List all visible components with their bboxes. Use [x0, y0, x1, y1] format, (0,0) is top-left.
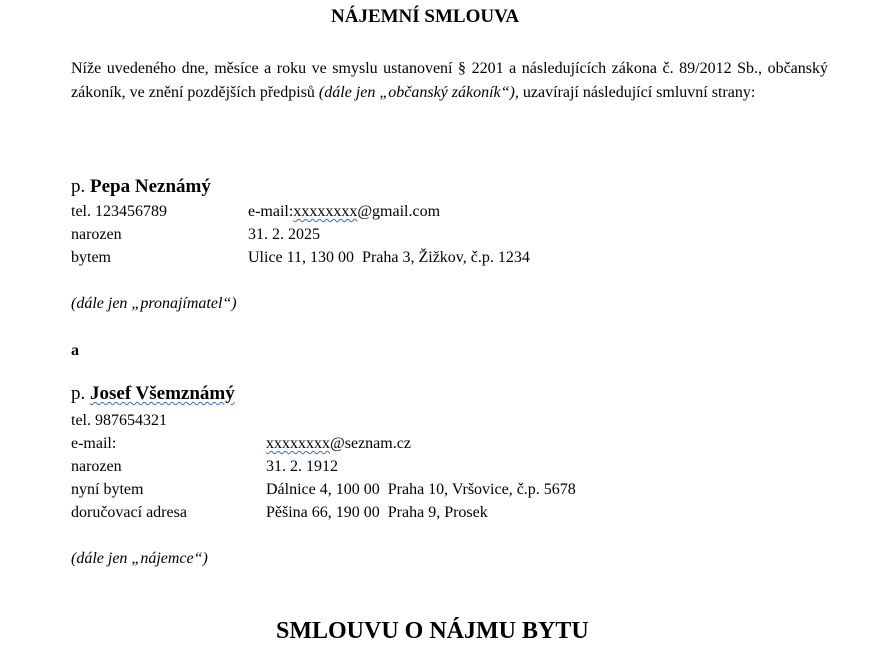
tenant-address-value: Dálnice 4, 100 00 Praha 10, Vršovice, č.p. 5678 [266, 481, 576, 498]
tenant-email-label: e-mail: [71, 435, 117, 452]
landlord-born-label: narozen [71, 226, 122, 243]
intro-text-italic: (dále jen „občanský zákoník“), [318, 83, 519, 101]
conjunction: a [71, 342, 79, 359]
landlord-email [248, 200, 440, 224]
landlord-alias: (dále jen „pronajímatel“) [71, 295, 237, 312]
tenant-name: Josef Všemznámý [90, 383, 235, 404]
tenant-delivery-label: doručovací adresa [71, 504, 187, 521]
tenant-delivery-value: Pěšina 66, 190 00 Praha 9, Prosek [266, 504, 488, 521]
landlord-email-user: xxxxxxxx [293, 203, 358, 220]
tenant-born-label: narozen [71, 458, 122, 475]
contract-subtitle: SMLOUVU O NÁJMU BYTU [276, 618, 589, 644]
landlord-prefix: p. [71, 176, 90, 197]
landlord-born-value: 31. 2. 2025 [248, 226, 320, 243]
tenant-prefix: p. [71, 383, 90, 404]
intro-text-2: uzavírají následující smluvní strany: [518, 83, 756, 101]
tenant-email-domain: @seznam.cz [330, 435, 411, 452]
tenant-alias: (dále jen „nájemce“) [71, 550, 208, 567]
landlord-email-label: e-mail: [248, 203, 294, 220]
landlord-name: Pepa Neznámý [90, 176, 211, 197]
tenant-address-label: nyní bytem [71, 481, 144, 498]
tenant-tel: tel. 987654321 [71, 412, 167, 429]
tenant-name-line [71, 383, 235, 405]
tenant-email-value [266, 432, 411, 456]
landlord-address-value: Ulice 11, 130 00 Praha 3, Žižkov, č.p. 1234 [248, 249, 530, 266]
landlord-tel: tel. 123456789 [71, 203, 167, 220]
landlord-address-label: bytem [71, 249, 111, 266]
landlord-email-domain: @gmail.com [357, 203, 441, 220]
tenant-email-user: xxxxxxxx [266, 435, 330, 452]
tenant-born-value: 31. 2. 1912 [266, 458, 338, 475]
landlord-name-line [71, 176, 211, 198]
document-title: NÁJEMNÍ SMLOUVA [331, 6, 520, 27]
intro-text-1: Níže uvedeného dne, měsíce a roku ve smyslu ustanovení § 2201 a následujících zákona č. 89/2012 Sb., občanský zákoník, ve znění pozdějších předpisů [71, 60, 828, 101]
intro-paragraph [71, 57, 828, 104]
